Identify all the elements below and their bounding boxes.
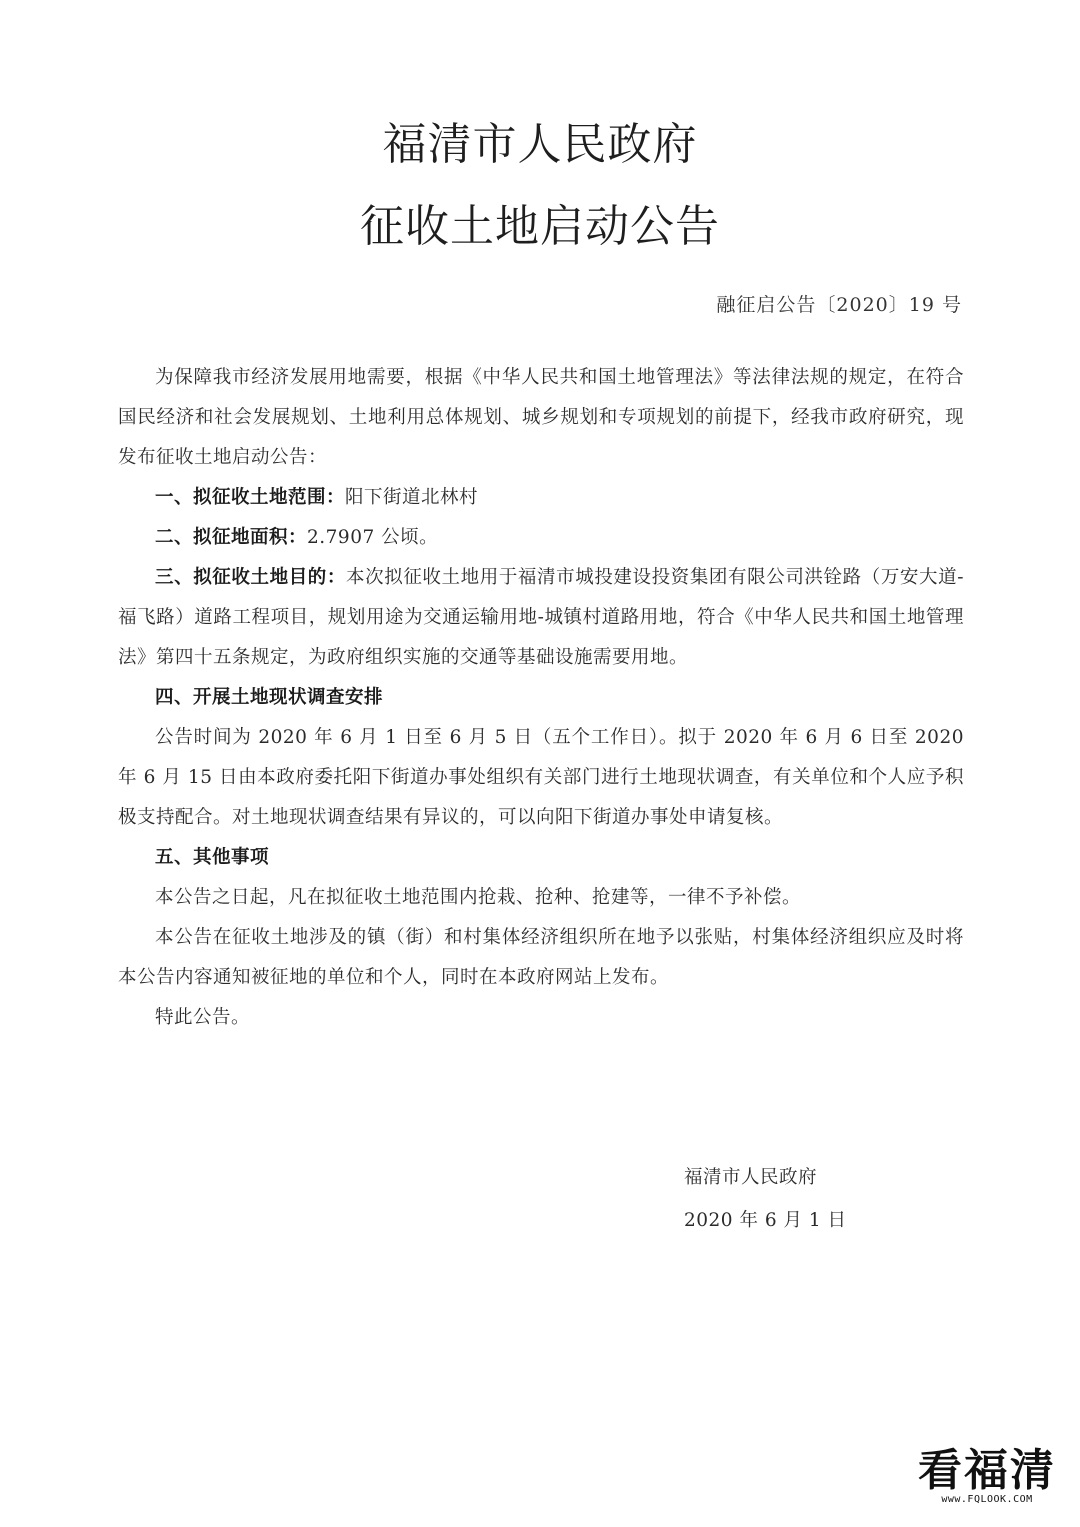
document-title-line2: 征收土地启动公告 [360,201,720,252]
document-number: 融征启公告〔2020〕19 号 [716,294,962,316]
section-text-purpose: 本次拟征收土地用于福清市城投建设投资集团有限公司洪铨路（万安大道-福飞路）道路工程项目，规划用途为交通运输用地-城镇村道路用地，符合《中华人民共和国土地管理法》第四十五条规定，为政府组织实施的交通等基础设施需要用地。 [118,567,964,668]
other-paragraph-closing: 特此公告。 [155,1007,251,1028]
other-paragraph-compensation: 本公告之日起，凡在拟征收土地范围内抢栽、抢种、抢建等，一律不予补偿。 [155,887,802,908]
section-heading-purpose: 三、拟征收土地目的： [155,567,347,588]
section-heading-other: 五、其他事项 [155,847,270,868]
section-text-scope: 阳下街道北林村 [345,487,479,508]
document-body [118,358,964,1038]
watermark-logo: 看福清 [918,1445,1056,1496]
watermark-url: www.FQLOOK.COM [941,1494,1033,1505]
section-text-survey: 公告时间为 2020 年 6 月 1 日至 6 月 5 日（五个工作日）。拟于 2020 年 6 月 6 日至 2020 年 6 月 15 日由本政府委托阳下街道办事处组织有关部门进行土地现状调查，有关单位和个人应予积极支持配合。对土地现状调查结果有异议的，可以向阳下街道办事处申请复核。 [118,727,964,828]
section-survey [118,678,964,718]
section-heading-area: 二、拟征地面积： [155,527,308,548]
section-heading-survey: 四、开展土地现状调查安排 [155,687,384,708]
section-text-area: 2.7907 公顷。 [307,527,439,548]
section-scope [118,478,964,518]
watermark [912,1445,1062,1505]
other-paragraph-posting: 本公告在征收土地涉及的镇（街）和村集体经济组织所在地予以张贴，村集体经济组织应及时将本公告内容通知被征地的单位和个人，同时在本政府网站上发布。 [118,927,964,988]
signature-date: 2020 年 6 月 1 日 [684,1210,847,1231]
document-title-line1: 福清市人民政府 [382,119,698,170]
intro-paragraph: 为保障我市经济发展用地需要，根据《中华人民共和国土地管理法》等法律法规的规定，在符合国民经济和社会发展规划、土地利用总体规划、城乡规划和专项规划的前提下，经我市政府研究，现发布征收土地启动公告： [118,367,964,468]
section-purpose [118,558,964,678]
section-heading-scope: 一、拟征收土地范围： [155,487,346,508]
section-other [118,838,964,878]
signature-organization: 福清市人民政府 [684,1167,818,1188]
section-area [118,518,964,558]
